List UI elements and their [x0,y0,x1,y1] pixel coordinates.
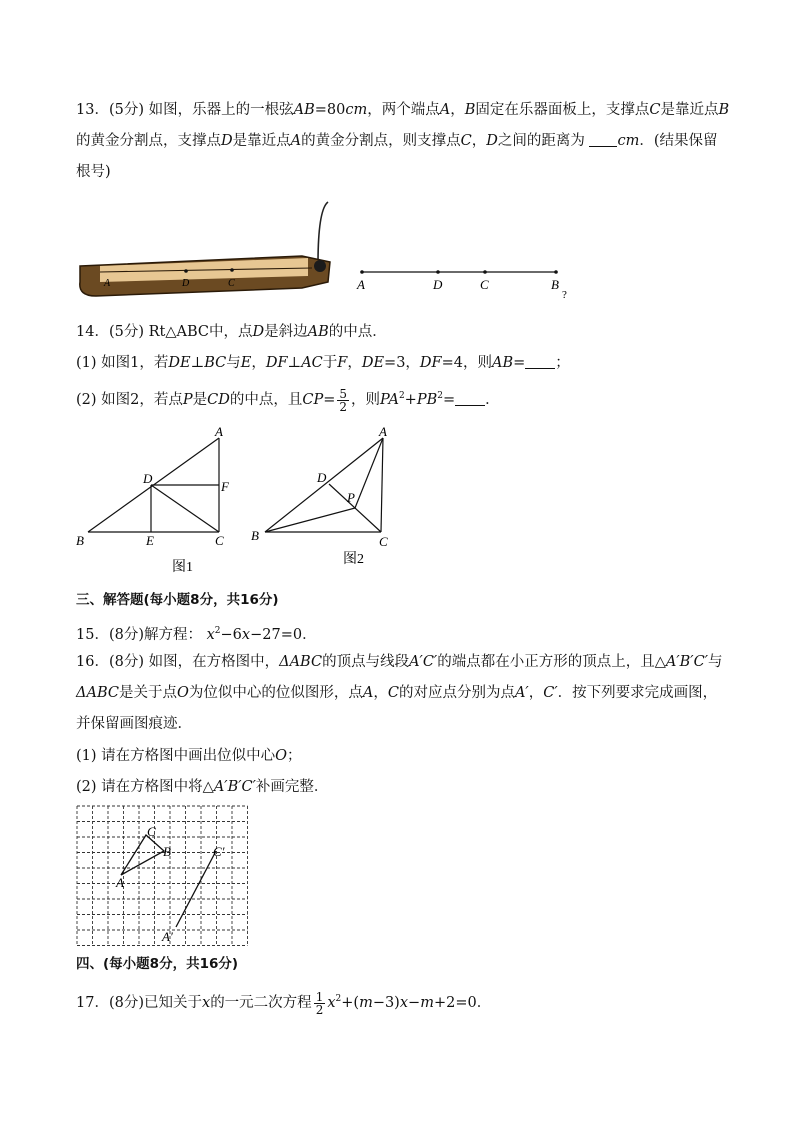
q13-line2: 的黄金分割点，支撑点D是靠近点A的黄金分割点，则支撑点C，D之间的距离为 cm．(结果保留 [76,133,718,149]
fig2-label-d: D [317,470,327,485]
segment-a-prime-c-prime [176,851,216,927]
grid-label-a-prime: A′ [162,929,173,944]
fig2-label-b: B [251,528,259,543]
q13-line1: 13．(5分) 如图，乐器上的一根弦AB=80cm，两个端点A，B固定在乐器面板上，支撑点C是靠近点B [76,102,730,118]
segment-label-b: B [551,277,559,292]
q13-instrument-figure [76,196,336,306]
q16-number: 16． [76,654,109,670]
q15-number: 15． [76,627,109,643]
q16-line1: 16．(8分) 如图，在方格图中，ΔABC的顶点与线段A′C′的端点都在小正方形的顶点上，且△A′B′C′与 [76,654,723,670]
fig1-label-e: E [146,533,154,548]
fig2-label-p: P [347,490,355,505]
q13-score: (5分) [108,102,144,118]
q14-score: (5分) [108,324,144,340]
q13-number: 13． [76,102,109,118]
q17-score: (8分) [108,995,144,1011]
q16-grid-figure [76,805,251,945]
segment-label-a: A [357,277,365,292]
fig1-label-b: B [76,533,84,548]
q17-line: 17．(8分)已知关于x的一元二次方程 $\frac{1}{2}$ $x^2+(m-3)x-m+2=0$． [76,989,492,1017]
instrument-label-d: D [182,278,190,289]
q14-line3: (2) 如图2，若点P是CD的中点，且CP= $\frac{5}{2}$ ，则$PA^2+PB^2=$ ． [76,386,500,414]
segment-label-question: ? [562,289,567,301]
q14-number: 14． [76,324,109,340]
grid-label-c-prime: C′ [213,844,225,859]
q14-part2-answer-blank[interactable] [455,391,485,406]
triangle-abc [121,835,164,875]
fig1-label-d: D [143,471,153,486]
instrument-peg-icon [314,260,326,272]
q15-score: (8分) [108,627,144,643]
q16-part1: (1) 请在方格图中画出位似中心O； [76,748,302,764]
q14-figure-1 [70,420,245,580]
instrument-point-d [184,269,188,273]
segment-label-d: D [433,277,443,292]
grid-label-a: A [116,875,124,890]
fig2-label-a: A [379,424,387,439]
q15-line: 15．(8分)解方程： $x^2-6x-27=0$． [76,626,317,643]
q14-part1-answer-blank[interactable] [525,354,555,369]
q16-part2: (2) 请在方格图中将△A′B′C′补画完整． [76,779,329,795]
q16-score: (8分) [108,654,144,670]
q14-fraction: $\frac{5}{2}$ [339,386,348,414]
instrument-label-a: A [104,278,111,289]
segment-label-c: C [480,277,489,292]
instrument-point-c [230,268,234,272]
grid-label-b: B [163,844,171,859]
segment-point-d [436,270,440,274]
q14-line1: 14．(5分) Rt△ABC中，点D是斜边AB的中点． [76,324,387,340]
q13-answer-blank[interactable] [589,132,617,147]
q16-line3: 并保留画图痕迹． [76,716,192,732]
fig1-caption: 图1 [172,560,193,575]
q13-segment-diagram [350,260,580,300]
fig1-label-f: F [221,479,229,494]
fig1-segment-dc [151,485,219,532]
section-4-heading: 四、(每小题8分，共16分) [76,956,239,972]
segment-point-b [554,270,558,274]
q14-line2: (1) 如图1，若DE⊥BC与E，DF⊥AC于F，DE=3，DF=4，则AB= ； [76,355,570,371]
segment-point-a [360,270,364,274]
q17-number: 17． [76,995,109,1011]
fig1-label-a: A [215,424,223,439]
q16-line2: ΔABC是关于点O为位似中心的位似图形，点A，C的对应点分别为点A′，C′．按下列要求完成画图， [76,685,718,701]
grid-label-c: C [147,824,156,839]
instrument-string-tail [318,202,328,264]
segment-point-c [483,270,487,274]
grid-lines [77,806,248,946]
fig1-label-c: C [215,533,224,548]
fig2-label-c: C [379,534,388,549]
q17-fraction: $\frac{1}{2}$ [315,989,324,1017]
fig2-segment-pb [265,508,355,532]
q13-line3: 根号) [76,164,111,180]
q14-figure-2 [245,420,415,580]
instrument-label-c: C [228,278,235,289]
fig2-side-ca [381,438,383,532]
fig2-caption: 图2 [343,552,364,567]
section-3-heading: 三、解答题(每小题8分，共16分) [76,592,279,608]
